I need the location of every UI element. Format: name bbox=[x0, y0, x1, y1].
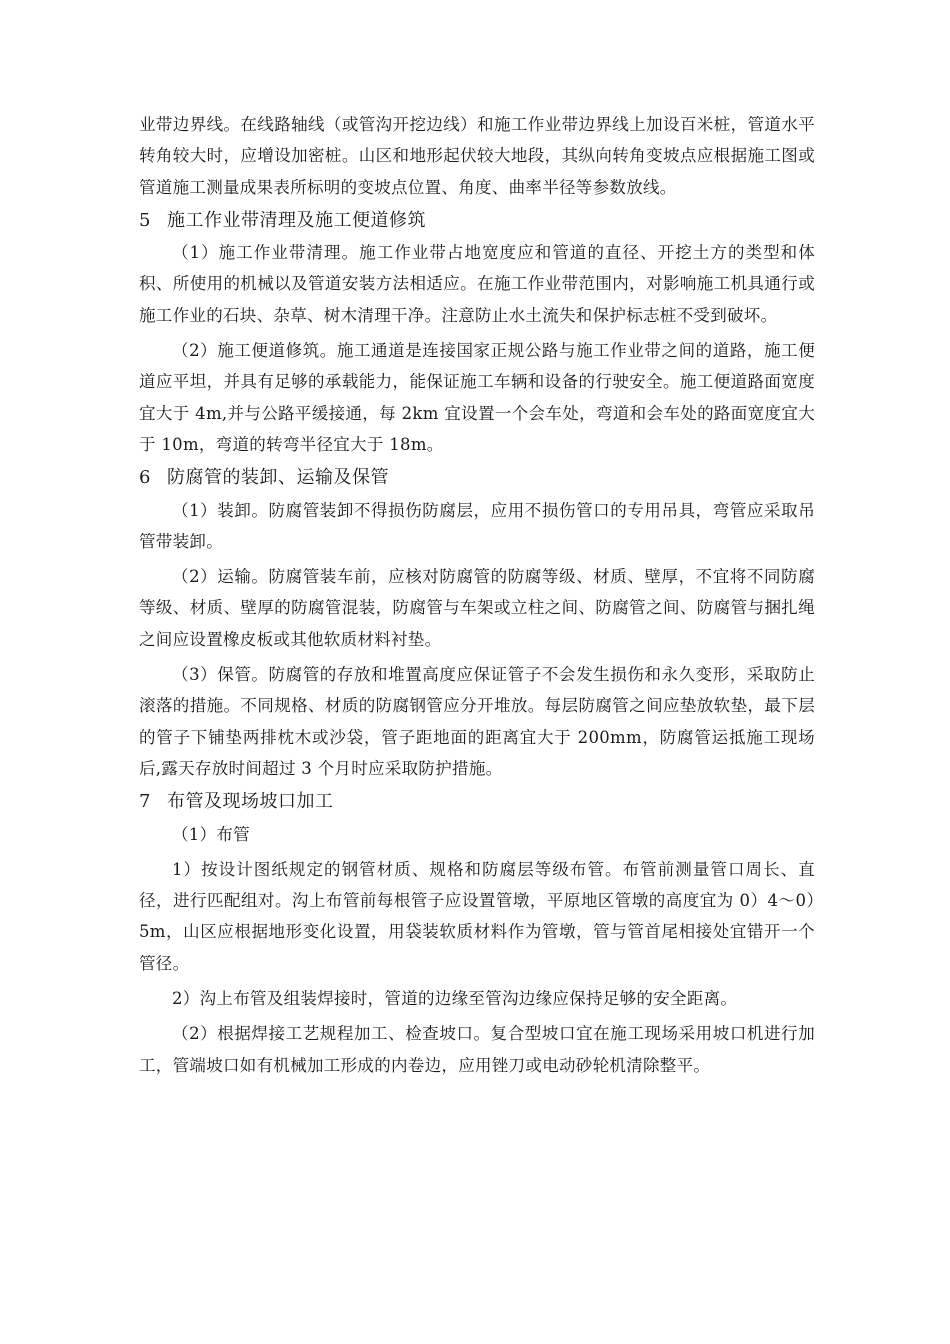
paragraph-7-2: （2）根据焊接工艺规程加工、检查坡口。复合型坡口宜在施工现场采用坡口机进行加工，管端坡口如有机械加工形成的内卷边，应用锉刀或电动砂轮机清除整平。 bbox=[139, 1024, 815, 1075]
section-number: 7 bbox=[139, 791, 151, 813]
paragraph-5-2: （2）施工便道修筑。施工通道是连接国家正规公路与施工作业带之间的道路，施工便道应平坦，并具有足够的承载能力，能保证施工车辆和设备的行驶安全。施工便道路面宽度宜大于 4m,并与公路平缓接通，每 2km 宜设置一个会车处，弯道和会车处的路面宽度宜大于 10m，弯道的转弯半径宜大于 18m。 bbox=[139, 341, 815, 454]
section-heading-6 bbox=[139, 462, 815, 493]
paragraph-continuation: 业带边界线。在线路轴线（或管沟开挖边线）和施工作业带边界线上加设百米桩，管道水平转角较大时，应增设加密桩。山区和地形起伏较大地段，其纵向转角变坡点应根据施工图或管道施工测量成果表所标明的变坡点位置、角度、曲率半径等参数放线。 bbox=[139, 115, 815, 197]
paragraph-6-2: （2）运输。防腐管装车前，应核对防腐管的防腐等级、材质、壁厚，不宜将不同防腐等级、材质、壁厚的防腐管混装，防腐管与车架或立柱之间、防腐管之间、防腐管与捆扎绳之间应设置橡皮板或其他软质材料衬垫。 bbox=[139, 567, 815, 649]
section-number: 6 bbox=[139, 467, 151, 489]
paragraph-7-1: （1）布管 bbox=[172, 824, 250, 844]
document-page bbox=[139, 109, 815, 1081]
section-heading-5 bbox=[139, 205, 815, 236]
section-heading-7 bbox=[139, 786, 815, 817]
section-title: 布管及现场坡口加工 bbox=[167, 791, 334, 813]
paragraph-6-3: （3）保管。防腐管的存放和堆置高度应保证管子不会发生损伤和永久变形，采取防止滚落的措施。不同规格、材质的防腐钢管应分开堆放。每层防腐管之间应垫放软垫，最下层的管子下铺垫两排枕木或沙袋，管子距地面的距离宜大于 200mm，防腐管运抵施工现场后,露天存放时间超过 3 个月时应采取防护措施。 bbox=[139, 665, 815, 778]
paragraph-6-1: （1）装卸。防腐管装卸不得损伤防腐层，应用不损伤管口的专用吊具，弯管应采取吊管带装卸。 bbox=[139, 500, 815, 551]
paragraph-7-1-2: 2）沟上布管及组装焊接时，管道的边缘至管沟边缘应保持足够的安全距离。 bbox=[172, 989, 738, 1009]
section-title: 防腐管的装卸、运输及保管 bbox=[167, 467, 389, 489]
section-number: 5 bbox=[139, 209, 151, 231]
paragraph-5-1: （1）施工作业带清理。施工作业带占地宽度应和管道的直径、开挖土方的类型和体积、所使用的机械以及管道安装方法相适应。在施工作业带范围内，对影响施工机具通行或施工作业的石块、杂草、树木清理干净。注意防止水土流失和保护标志桩不受到破坏。 bbox=[139, 243, 815, 325]
section-title: 施工作业带清理及施工便道修筑 bbox=[167, 209, 426, 231]
paragraph-7-1-1: 1）按设计图纸规定的钢管材质、规格和防腐层等级布管。布管前测量管口周长、直径，进行匹配组对。沟上布管前每根管子应设置管墩，平原地区管墩的高度宜为 0）4～0）5m，山区应根据地形变化设置，用袋装软质材料作为管墩，管与管首尾相接处宜错开一个管径。 bbox=[139, 859, 815, 973]
